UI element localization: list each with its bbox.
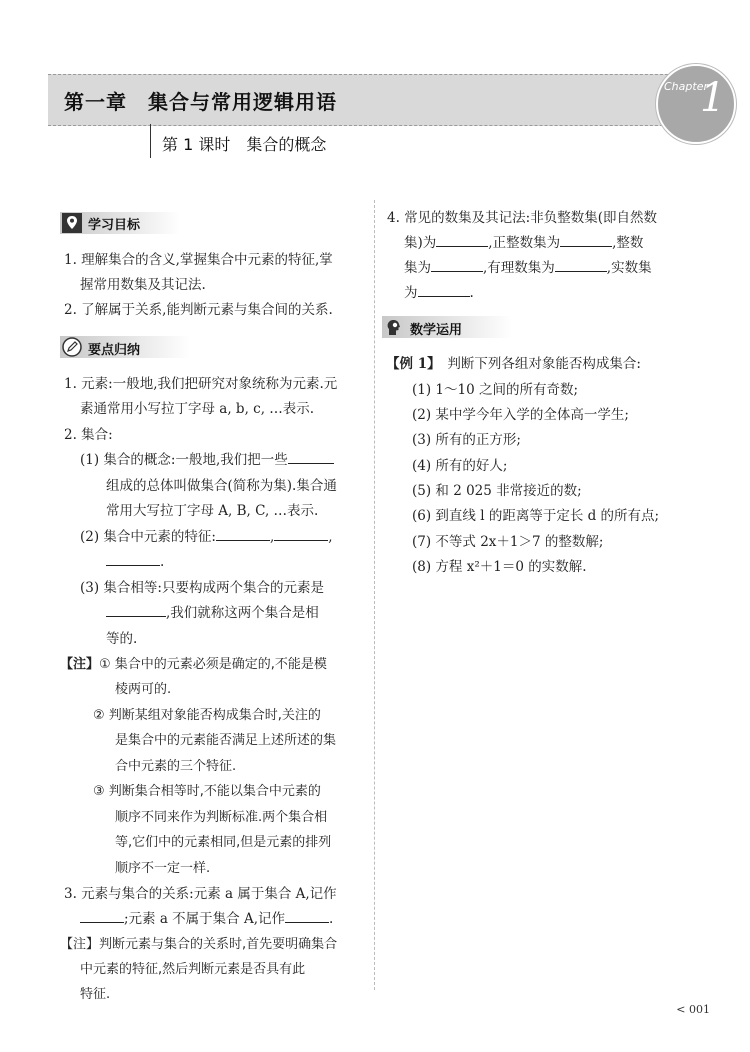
example-item: (4) 所有的好人; bbox=[412, 458, 508, 474]
point-text: . bbox=[329, 911, 334, 927]
point-text: , bbox=[269, 529, 275, 545]
point-line: 3. 元素与集合的关系:元素 a 属于集合 A,记作 bbox=[64, 886, 337, 902]
point-line: 素通常用小写拉丁字母 a, b, c, …表示. bbox=[80, 401, 315, 417]
location-pin-icon bbox=[62, 213, 82, 233]
fill-blank[interactable] bbox=[560, 232, 612, 247]
fill-blank[interactable] bbox=[431, 257, 483, 272]
point-text: . bbox=[469, 285, 474, 301]
note-tag: 【注】 bbox=[60, 657, 100, 672]
note-line: 是集合中的元素能否满足上述所述的集 bbox=[115, 733, 337, 748]
example-item: (7) 不等式 2x＋1＞7 的整数解; bbox=[412, 534, 604, 550]
chapter-badge-word: Chapter bbox=[664, 80, 708, 93]
example-tag: 【例 1】 bbox=[386, 356, 434, 372]
fill-blank[interactable] bbox=[436, 232, 488, 247]
fill-blank[interactable] bbox=[288, 449, 334, 464]
note-line: 棱两可的. bbox=[115, 682, 172, 697]
point-line: 常用大写拉丁字母 A, B, C, …表示. bbox=[106, 503, 319, 519]
point-line: 4. 常见的数集及其记法:非负整数集(即自然数 bbox=[387, 210, 657, 226]
fill-blank[interactable] bbox=[106, 602, 166, 617]
point-text: ;元素 a 不属于集合 A,记作 bbox=[124, 911, 286, 927]
point-text: 集为 bbox=[404, 260, 431, 276]
point-line: (3) 集合相等:只要构成两个集合的元素是 bbox=[80, 580, 324, 596]
fill-blank[interactable] bbox=[274, 526, 328, 541]
goals-label: 学习目标 bbox=[88, 218, 141, 233]
point-text: 集)为 bbox=[404, 235, 437, 251]
point-text: . bbox=[160, 554, 165, 570]
point-line bbox=[80, 448, 334, 473]
point-line bbox=[80, 907, 333, 932]
note-line: 等,它们中的元素相同,但是元素的排列 bbox=[115, 835, 332, 850]
point-line bbox=[404, 281, 474, 306]
point-line: 等的. bbox=[106, 631, 138, 647]
point-text: 为 bbox=[404, 285, 418, 301]
example-item: (2) 某中学今年入学的全体高一学生; bbox=[412, 407, 629, 423]
point-line: 组成的总体叫做集合(简称为集).集合通 bbox=[106, 478, 337, 494]
lesson-title: 第 1 课时 集合的概念 bbox=[162, 135, 327, 154]
note-line: ② 判断某组对象能否构成集合时,关注的 bbox=[93, 708, 321, 723]
lesson-divider bbox=[150, 124, 151, 158]
point-line bbox=[404, 256, 652, 281]
example-heading bbox=[386, 352, 641, 377]
fill-blank[interactable] bbox=[106, 551, 160, 566]
chapter-title: 第一章 集合与常用逻辑用语 bbox=[64, 90, 337, 114]
fill-blank[interactable] bbox=[555, 257, 607, 272]
apply-label: 数学运用 bbox=[410, 323, 463, 338]
example-item: (1) 1～10 之间的所有奇数; bbox=[412, 382, 579, 398]
note-line: 【注】判断元素与集合的关系时,首先要明确集合 bbox=[60, 937, 338, 952]
goal-line: 1. 理解集合的含义,掌握集合中元素的特征,掌 bbox=[64, 252, 333, 268]
thinking-head-icon bbox=[384, 317, 404, 337]
point-text: (2) 集合中元素的特征: bbox=[80, 529, 216, 545]
example-item: (6) 到直线 l 的距离等于定长 d 的所有点; bbox=[412, 508, 660, 524]
point-text: , bbox=[328, 529, 333, 545]
goal-line: 握常用数集及其记法. bbox=[80, 277, 206, 293]
fill-blank[interactable] bbox=[216, 526, 270, 541]
pencil-icon bbox=[62, 337, 82, 357]
note-text: ① 集合中的元素必须是确定的,不能是模 bbox=[99, 657, 327, 672]
point-line bbox=[80, 525, 333, 550]
note-line: 合中元素的三个特征. bbox=[115, 759, 237, 774]
note-line: 特征. bbox=[80, 987, 111, 1002]
point-text: ,正整数集为 bbox=[488, 235, 561, 251]
chapter-badge-number: 1 bbox=[700, 75, 726, 121]
column-divider bbox=[374, 200, 375, 990]
point-text: ,整数 bbox=[612, 235, 644, 251]
point-text: (1) 集合的概念:一般地,我们把一些 bbox=[80, 452, 288, 468]
points-label: 要点归纳 bbox=[88, 343, 141, 358]
note-line: 顺序不同来作为判断标准.两个集合相 bbox=[115, 810, 328, 825]
point-line: 2. 集合: bbox=[64, 427, 113, 443]
example-question: 判断下列各组对象能否构成集合: bbox=[447, 356, 641, 372]
point-line bbox=[106, 601, 319, 626]
point-text: ,我们就称这两个集合是相 bbox=[166, 605, 319, 621]
goal-line: 2. 了解属于关系,能判断元素与集合间的关系. bbox=[64, 302, 333, 318]
point-text: ,有理数集为 bbox=[483, 260, 555, 276]
example-item: (3) 所有的正方形; bbox=[412, 432, 521, 448]
example-item: (5) 和 2 025 非常接近的数; bbox=[412, 483, 582, 499]
fill-blank[interactable] bbox=[285, 908, 329, 923]
example-item: (8) 方程 x²＋1＝0 的实数解. bbox=[412, 559, 587, 575]
note-line: 顺序不一定一样. bbox=[115, 861, 211, 876]
point-line bbox=[106, 550, 164, 575]
fill-blank[interactable] bbox=[418, 282, 470, 297]
point-line bbox=[404, 231, 643, 256]
note-line: 中元素的特征,然后判断元素是否具有此 bbox=[80, 962, 306, 977]
point-line: 1. 元素:一般地,我们把研究对象统称为元素.元 bbox=[64, 376, 338, 392]
fill-blank[interactable] bbox=[80, 908, 124, 923]
page-number: < 001 bbox=[676, 1003, 710, 1016]
note-line: ③ 判断集合相等时,不能以集合中元素的 bbox=[93, 784, 321, 799]
note-line bbox=[60, 652, 327, 677]
point-text: ,实数集 bbox=[606, 260, 652, 276]
